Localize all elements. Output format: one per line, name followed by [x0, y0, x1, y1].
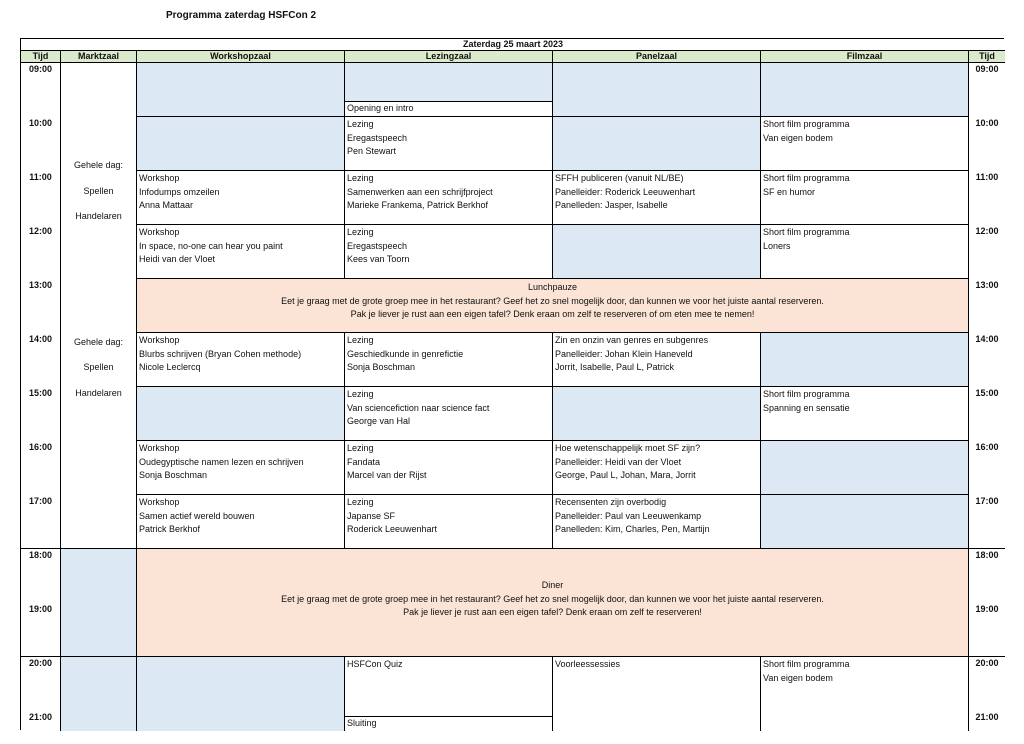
film-1100[interactable]	[761, 171, 969, 225]
time-label-right	[969, 657, 1005, 711]
column-header-lezing-line-1: Lezingzaal	[425, 51, 472, 61]
time-label-right-line-1: 14:00	[975, 334, 999, 344]
workshop-1400[interactable]	[137, 333, 345, 387]
panel-1600-line-1: Hoe wetenschappelijk moet SF zijn?	[555, 443, 701, 453]
workshop-1400-line-3: Nicole Leclercq	[139, 362, 201, 372]
time-label-right-line-1: 19:00	[975, 604, 999, 614]
workshop-1700-line-3: Patrick Berkhof	[139, 524, 201, 534]
film-1000-line-2: Van eigen bodem	[763, 132, 833, 143]
column-header-film-line-1: Filmzaal	[846, 51, 883, 61]
workshop-1100-line-2: Infodumps omzeilen	[139, 186, 220, 197]
panel-1600-line-3: George, Paul L, Johan, Mara, Jorrit	[555, 470, 696, 480]
time-label-right-line-1: 17:00	[975, 496, 999, 506]
lezing-1200[interactable]	[345, 225, 553, 279]
workshop-1400-line-2: Blurbs schrijven (Bryan Cohen methode)	[139, 348, 302, 359]
time-label-right	[969, 117, 1005, 171]
panel-empty-1000	[553, 117, 761, 171]
panel-1100-line-2: Panelleider: Roderick Leeuwenhart	[555, 186, 696, 197]
column-header-tijd-line-1: Tijd	[32, 51, 49, 61]
film-empty-1400	[761, 333, 969, 387]
lezing-1500[interactable]	[345, 387, 553, 441]
date-header-line-1: Zaterdag 25 maart 2023	[462, 39, 564, 49]
time-label-left	[21, 711, 61, 731]
lezing-1000[interactable]	[345, 117, 553, 171]
time-label-left-line-1: 11:00	[29, 172, 52, 182]
lezing-1400-line-2: Geschiedkunde in genrefictie	[347, 348, 464, 359]
time-label-right	[969, 603, 1005, 657]
lezing-sluiting[interactable]	[345, 717, 553, 731]
lezing-opening-line-1: Opening en intro	[347, 103, 414, 113]
column-header-workshop-line-1: Workshopzaal	[210, 51, 271, 61]
marktzaal-morning-line-2: Spellen	[83, 185, 114, 196]
lezing-1600-line-2: Fandata	[347, 456, 381, 467]
workshop-1100-line-3: Anna Mattaar	[139, 200, 194, 210]
lezing-1000-line-3: Pen Stewart	[347, 146, 397, 156]
marktzaal-afternoon-line-3: Handelaren	[75, 387, 122, 398]
time-label-left	[21, 225, 61, 279]
lezing-1600-line-1: Lezing	[347, 443, 374, 453]
lezing-1700-line-3: Roderick Leeuwenhart	[347, 524, 438, 534]
lezing-1500-line-1: Lezing	[347, 389, 374, 399]
time-label-left-line-1: 10:00	[28, 118, 53, 128]
workshop-1700-line-1: Workshop	[139, 497, 180, 507]
time-label-right-line-1: 13:00	[975, 280, 999, 290]
time-label-right	[969, 171, 1005, 225]
time-label-right-line-1: 10:00	[975, 118, 999, 128]
time-label-left	[21, 63, 61, 117]
time-label-right	[969, 225, 1005, 279]
panel-empty-1500	[553, 387, 761, 441]
workshop-1600[interactable]	[137, 441, 345, 495]
time-label-left-line-1: 18:00	[28, 550, 53, 560]
film-1500-line-2: Spanning en sensatie	[763, 402, 850, 413]
lezing-1400-line-1: Lezing	[347, 335, 374, 345]
time-label-right-line-1: 16:00	[975, 442, 999, 452]
column-header-film	[761, 51, 969, 63]
lunch-break	[137, 279, 969, 333]
panel-1100-line-1: SFFH publiceren (vanuit NL/BE)	[555, 173, 684, 183]
panel-2000[interactable]	[553, 657, 761, 731]
marktzaal-afternoon-line-2: Spellen	[83, 362, 114, 372]
time-label-left	[21, 603, 61, 657]
time-label-left	[21, 333, 61, 387]
film-1000-line-1: Short film programma	[763, 119, 850, 129]
panel-1100-line-3: Panelleden: Jasper, Isabelle	[555, 200, 668, 210]
time-label-left-line-1: 21:00	[28, 712, 53, 722]
time-label-right-line-1: 12:00	[975, 226, 999, 236]
workshop-1600-line-1: Workshop	[139, 443, 180, 453]
panel-1700-line-1: Recensenten zijn overbodig	[555, 497, 667, 507]
workshop-1200-line-3: Heidi van der Vloet	[139, 254, 216, 264]
lezing-1000-line-1: Lezing	[347, 119, 374, 129]
time-label-left-line-1: 09:00	[28, 64, 53, 74]
time-label-left-line-1: 20:00	[28, 658, 53, 668]
lezing-1700-line-1: Lezing	[347, 497, 374, 507]
film-1100-line-2: SF en humor	[763, 186, 816, 197]
lezing-1600-line-3: Marcel van der Rijst	[347, 470, 427, 480]
lezing-1100-line-2: Samenwerken aan een schrijfproject	[347, 186, 493, 197]
panel-1700-line-2: Panelleider: Paul van Leeuwenkamp	[555, 510, 702, 521]
workshop-1200[interactable]	[137, 225, 345, 279]
panel-1400[interactable]	[553, 333, 761, 387]
lezing-quiz-line-1: HSFCon Quiz	[347, 659, 403, 669]
lezing-1700[interactable]	[345, 495, 553, 549]
film-1000[interactable]	[761, 117, 969, 171]
marktzaal-empty-late	[61, 657, 137, 731]
column-header-panel-line-1: Panelzaal	[635, 51, 678, 61]
lezing-1200-line-2: Eregastspeech	[347, 240, 408, 251]
lezing-1400-line-3: Sonja Boschman	[347, 362, 416, 372]
column-header-tijd_right-line-1: Tijd	[979, 51, 995, 61]
time-label-left	[21, 117, 61, 171]
time-label-left-line-1: 14:00	[28, 334, 53, 344]
time-label-left-line-1: 16:00	[28, 442, 53, 452]
lezing-quiz[interactable]	[345, 657, 553, 717]
column-header-tijd	[21, 51, 61, 63]
time-label-left-line-1: 12:00	[28, 226, 53, 236]
panel-1100[interactable]	[553, 171, 761, 225]
time-label-left	[21, 441, 61, 495]
dinner-break-line-3: Pak je liever je rust aan een eigen tafel? Denk eraan om zelf te reserveren!	[403, 607, 702, 617]
marktzaal-spacer	[61, 236, 136, 324]
lezing-1100[interactable]	[345, 171, 553, 225]
column-header-workshop	[137, 51, 345, 63]
lunch-break-line-1: Lunchpauze	[527, 282, 578, 292]
lezing-opening[interactable]	[345, 102, 553, 117]
marktzaal-afternoon-line-1: Gehele dag:	[73, 336, 124, 347]
panel-1600[interactable]	[553, 441, 761, 495]
time-label-left-line-1: 17:00	[28, 496, 53, 506]
workshop-1400-line-1: Workshop	[139, 335, 180, 345]
panel-1700-line-3: Panelleden: Kim, Charles, Pen, Martijn	[555, 524, 710, 534]
lezing-1700-line-2: Japanse SF	[347, 510, 396, 521]
time-label-right-line-1: 15:00	[975, 388, 999, 398]
page-title: Programma zaterdag HSFCon 2	[166, 10, 317, 21]
film-1100-line-1: Short film programma	[763, 173, 850, 183]
film-1200[interactable]	[761, 225, 969, 279]
date-header	[21, 39, 1005, 51]
workshop-empty-1500	[137, 387, 345, 441]
film-1500-line-1: Short film programma	[763, 389, 850, 399]
time-label-left-line-1: 19:00	[28, 604, 53, 614]
lunch-break-line-3: Pak je liever je rust aan een eigen tafel? Denk eraan om zelf te reserveren of om eten mee te nemen!	[350, 309, 755, 319]
film-1200-line-2: Loners	[763, 240, 791, 251]
time-label-left	[21, 495, 61, 549]
workshop-1600-line-3: Sonja Boschman	[139, 470, 208, 480]
film-2000-line-1: Short film programma	[763, 659, 850, 669]
lezing-1200-line-1: Lezing	[347, 227, 374, 237]
dinner-break-line-1: Diner	[541, 580, 564, 590]
film-2000[interactable]	[761, 657, 969, 731]
column-header-panel	[553, 51, 761, 63]
marktzaal-allday	[61, 63, 137, 549]
panel-1400-line-3: Jorrit, Isabelle, Paul L, Patrick	[555, 362, 675, 372]
workshop-empty-2000	[137, 657, 345, 731]
film-2000-line-2: Van eigen bodem	[763, 672, 833, 683]
time-label-right	[969, 279, 1005, 333]
time-label-left	[21, 549, 61, 603]
lezing-1500-line-3: George van Hal	[347, 416, 411, 426]
panel-empty-1200	[553, 225, 761, 279]
time-label-right-line-1: 11:00	[975, 172, 999, 182]
lezing-1500-line-2: Van sciencefiction naar science fact	[347, 402, 490, 413]
lezing-1100-line-3: Marieke Frankema, Patrick Berkhof	[347, 200, 489, 210]
time-label-right	[969, 441, 1005, 495]
dinner-break-line-2: Eet je graag met de grote groep mee in het restaurant? Geef het zo snel mogelijk door, dan kunnen we voor het juiste aantal reserveren.	[281, 593, 824, 604]
time-label-right-line-1: 09:00	[975, 64, 999, 74]
lezing-1600[interactable]	[345, 441, 553, 495]
time-label-left	[21, 657, 61, 711]
lezing-1400[interactable]	[345, 333, 553, 387]
panel-2000-line-1: Voorleessessies	[555, 659, 621, 669]
time-label-right	[969, 495, 1005, 549]
panel-1400-line-2: Panelleider: Johan Klein Haneveld	[555, 348, 693, 359]
time-label-right	[969, 387, 1005, 441]
panel-1400-line-1: Zin en onzin van genres en subgenres	[555, 335, 709, 345]
film-1200-line-1: Short film programma	[763, 227, 850, 237]
schedule-table	[20, 38, 1004, 730]
column-header-lezing	[345, 51, 553, 63]
time-label-right-line-1: 18:00	[975, 550, 999, 560]
panel-1700[interactable]	[553, 495, 761, 549]
time-label-left-line-1: 15:00	[28, 388, 53, 398]
workshop-1100-line-1: Workshop	[139, 173, 180, 183]
film-1500[interactable]	[761, 387, 969, 441]
time-label-left	[21, 171, 61, 225]
column-header-markt	[61, 51, 137, 63]
marktzaal-morning-line-1: Gehele dag:	[73, 160, 124, 170]
lezing-1000-line-2: Eregastspeech	[347, 132, 408, 143]
time-label-left	[21, 279, 61, 333]
workshop-1700-line-2: Samen actief wereld bouwen	[139, 510, 255, 521]
film-empty-1700	[761, 495, 969, 549]
time-label-right	[969, 549, 1005, 603]
workshop-1700[interactable]	[137, 495, 345, 549]
time-label-right-line-1: 20:00	[975, 658, 999, 668]
time-label-right	[969, 333, 1005, 387]
marktzaal-empty-evening	[61, 549, 137, 657]
dinner-break	[137, 549, 969, 657]
time-label-right	[969, 711, 1005, 731]
time-label-right-line-1: 21:00	[975, 712, 999, 722]
marktzaal-morning-line-3: Handelaren	[75, 211, 122, 221]
lezing-sluiting-line-1: Sluiting	[347, 718, 377, 728]
workshop-1600-line-2: Oudegyptische namen lezen en schrijven	[139, 456, 304, 467]
time-label-left-line-1: 13:00	[28, 280, 53, 290]
time-label-right	[969, 63, 1005, 117]
film-empty-0900	[761, 63, 969, 117]
time-label-left	[21, 387, 61, 441]
workshop-1100[interactable]	[137, 171, 345, 225]
lezing-empty-0900	[345, 63, 553, 102]
lunch-break-line-2: Eet je graag met de grote groep mee in het restaurant? Geef het zo snel mogelijk door, dan kunnen we voor het juiste aantal reserveren.	[281, 295, 824, 306]
film-empty-1600	[761, 441, 969, 495]
column-header-markt-line-1: Marktzaal	[77, 51, 120, 61]
lezing-1200-line-3: Kees van Toorn	[347, 254, 410, 264]
workshop-1200-line-2: In space, no-one can hear you paint	[139, 240, 283, 251]
workshop-empty-1000	[137, 117, 345, 171]
lezing-1100-line-1: Lezing	[347, 173, 374, 183]
column-header-tijd_right	[969, 51, 1005, 63]
workshop-empty-0900	[137, 63, 345, 117]
panel-1600-line-2: Panelleider: Heidi van der Vloet	[555, 456, 682, 467]
panel-empty-0900	[553, 63, 761, 117]
workshop-1200-line-1: Workshop	[139, 227, 180, 237]
